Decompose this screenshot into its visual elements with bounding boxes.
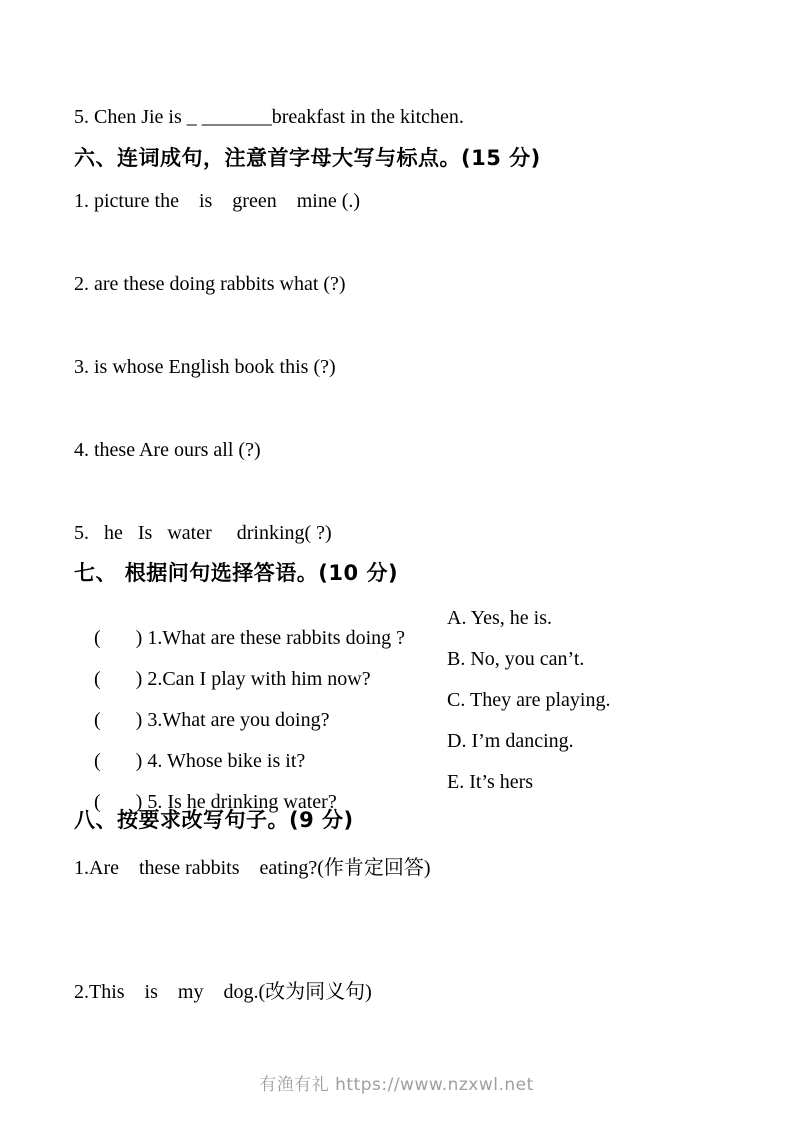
match-answer-b: B. No, you can’t.	[447, 648, 585, 670]
match-question-5: ( ) 5. Is he drinking water?	[94, 791, 337, 813]
footer-watermark: 有渔有礼 https://www.nzxwl.net	[259, 1075, 534, 1095]
section-8-item-1: 1.Are these rabbits eating?(作肯定回答)	[74, 857, 431, 879]
match-question-4: ( ) 4. Whose bike is it?	[94, 750, 306, 772]
section-8-heading: 八、按要求改写句子。(9 分)	[74, 808, 354, 832]
match-answer-c: C. They are playing.	[447, 689, 611, 711]
match-answer-d: D. I’m dancing.	[447, 730, 574, 752]
section-8-item-2: 2.This is my dog.(改为同义句)	[74, 981, 372, 1003]
match-answer-e: E. It’s hers	[447, 771, 534, 793]
section-6-item-2: 2. are these doing rabbits what (?)	[74, 273, 346, 295]
match-question-3: ( ) 3.What are you doing?	[94, 709, 330, 731]
section-6-heading: 六、连词成句，注意首字母大写与标点。(15 分)	[74, 146, 541, 170]
match-answer-a: A. Yes, he is.	[447, 607, 553, 629]
fill-blank-question-5: 5. Chen Jie is _ _______breakfast in the kitchen.	[74, 106, 464, 128]
section-6-item-1: 1. picture the is green mine (.)	[74, 190, 361, 212]
match-question-1: ( ) 1.What are these rabbits doing ?	[94, 627, 406, 649]
match-question-2: ( ) 2.Can I play with him now?	[94, 668, 371, 690]
section-7-heading: 七、 根据问句选择答语。(10 分)	[74, 561, 399, 585]
section-6-item-3: 3. is whose English book this (?)	[74, 356, 336, 378]
section-6-item-4: 4. these Are ours all (?)	[74, 439, 261, 461]
section-6-item-5: 5. he Is water drinking( ?)	[74, 522, 332, 544]
